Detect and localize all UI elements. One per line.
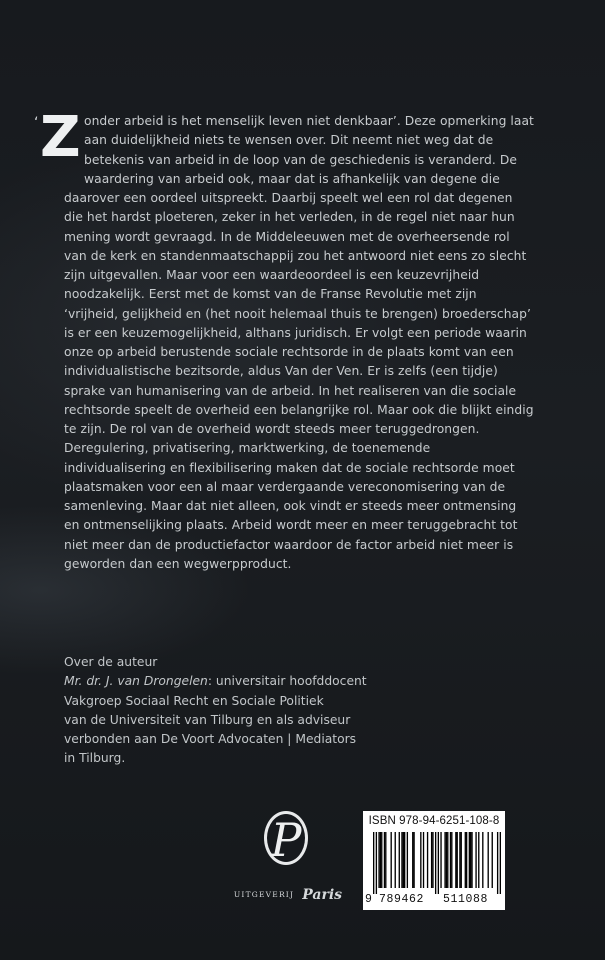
barcode-bar bbox=[465, 832, 466, 888]
barcode-bar bbox=[447, 832, 448, 888]
about-author bbox=[64, 653, 394, 769]
barcode-bar bbox=[446, 832, 447, 888]
barcode-bar bbox=[385, 832, 386, 888]
author-bio-line: Vakgroep Sociaal Recht en Sociale Politiek bbox=[64, 693, 324, 708]
barcode-bar bbox=[420, 832, 421, 888]
barcode-bar bbox=[497, 832, 498, 894]
barcode-bar bbox=[450, 832, 451, 888]
barcode-bars bbox=[373, 832, 501, 894]
barcode-digits-left: 789462 bbox=[379, 893, 425, 906]
blurb-text bbox=[34, 105, 534, 574]
barcode-bar bbox=[380, 832, 381, 888]
barcode-bar bbox=[478, 832, 479, 888]
barcode-bar bbox=[466, 832, 467, 888]
barcode-bar bbox=[435, 832, 436, 894]
barcode-bar bbox=[470, 832, 471, 888]
barcode-bar bbox=[384, 832, 385, 888]
author-bio-line: van de Universiteit van Tilburg en als adviseur bbox=[64, 712, 351, 727]
barcode-bar bbox=[469, 832, 470, 888]
barcode-bar bbox=[471, 832, 472, 888]
barcode-bar bbox=[482, 832, 483, 888]
barcode-bar bbox=[457, 832, 458, 888]
barcode-bar bbox=[500, 832, 501, 894]
barcode-digit-first: 9 bbox=[365, 893, 372, 906]
barcode-bar bbox=[403, 832, 404, 888]
barcode-bar bbox=[378, 832, 379, 888]
barcode-bar bbox=[431, 832, 432, 888]
isbn-label: ISBN 978-94-6251-108-8 bbox=[368, 815, 500, 827]
barcode-bar bbox=[451, 832, 452, 888]
barcode-bar bbox=[412, 832, 413, 888]
author-heading: Over de auteur bbox=[64, 655, 158, 669]
barcode-bar bbox=[391, 832, 392, 888]
barcode-bar bbox=[427, 832, 428, 888]
author-name: Mr. dr. J. van Drongelen bbox=[64, 674, 208, 689]
publisher-name-big: Paris bbox=[302, 886, 343, 903]
barcode-bar bbox=[459, 832, 460, 888]
barcode-bar bbox=[399, 832, 400, 888]
barcode-bar bbox=[461, 832, 462, 888]
barcode-bar bbox=[432, 832, 433, 888]
barcode-bar bbox=[488, 832, 489, 888]
author-bio-line: : universitair hoofddocent bbox=[207, 674, 367, 689]
drop-cap: Z bbox=[40, 105, 81, 170]
barcode-bar bbox=[423, 832, 424, 888]
barcode-bar bbox=[440, 832, 441, 888]
publisher-letter: P bbox=[270, 813, 302, 867]
barcode-bar bbox=[395, 832, 396, 888]
blurb-body: onder arbeid is het menselijk leven niet denkbaar’. Deze opmerking laat aan duidelijkheid niets te wensen over. Dit neemt niet weg dat de betekenis van arbeid in de loop van de geschiedenis is veranderd. De waardering van arbeid ook, maar dat is afhankelijk van degene die daarover een oordeel uitspreekt. Daarbij speelt wel een rol dat degenen die het hardst ploeteren, zeker in het verleden, in de regel niet naar hun mening wordt gevraagd. In de Middeleeuwen met de overheersende rol van de kerk en standenmaatschappij zou het antwoord niet eens zo slecht zijn uitgevallen. Maar voor een waardeoordeel is een keuzevrijheid noodzakelijk. Eerst met de komst van de Franse Revolutie met zijn ‘vrijheid, gelijkheid en (het nooit helemaal thuis te brengen) broederschap’ is er een keuzemogelijkheid, althans juridisch. Er volgt een periode waarin onze op arbeid berustende sociale rechtsorde in de plaats komt van een individualistische bezitsorde, aldus Van der Ven. Er is zelfs (een tijdje) sprake van humanisering van de arbeid. In het realiseren van die sociale rechtsorde speelt de overheid een belangrijke rol. Maar ook die blijkt eindig te zijn. De rol van de overheid wordt steeds meer teruggedrongen. Deregulering, privatisering, marktwerking, de toenemende individualisering en flexibilisering maken dat de sociale rechtsorde moet plaatsmaken voor een al maar verdergaande vereconomisering van de samenleving. Maar dat niet alleen, ook vindt er steeds meer ontmensing en ontmenselijking plaats. Arbeid wordt meer en meer teruggebracht tot niet meer dan de productiefactor waardoor de factor arbeid niet meer is geworden dan een wegwerpproduct. bbox=[64, 114, 534, 571]
barcode-bar bbox=[401, 832, 402, 888]
barcode-bar bbox=[492, 832, 493, 888]
author-bio-line: verbonden aan De Voort Advocaten | Mediators bbox=[64, 732, 357, 747]
publisher-name-small: UITGEVERIJ bbox=[233, 890, 295, 899]
barcode-bar bbox=[444, 832, 445, 888]
barcode-digits-right: 511088 bbox=[443, 893, 489, 906]
isbn-barcode bbox=[363, 811, 505, 910]
publisher-name bbox=[226, 884, 350, 903]
barcode-bar bbox=[455, 832, 456, 888]
drop-cap-block bbox=[34, 105, 81, 170]
opening-quote: ‘ bbox=[34, 115, 39, 131]
barcode-bar bbox=[407, 832, 408, 888]
barcode-bar bbox=[413, 832, 414, 888]
barcode-bar bbox=[438, 832, 439, 894]
barcode-bar bbox=[373, 832, 374, 894]
barcode-bar bbox=[404, 832, 405, 888]
barcode-bar bbox=[381, 832, 382, 888]
barcode-bar bbox=[376, 832, 377, 894]
barcode-bar bbox=[475, 832, 476, 888]
publisher-logo bbox=[226, 808, 350, 908]
author-bio-line: in Tilburg. bbox=[64, 751, 126, 766]
publisher-emblem-icon bbox=[256, 808, 316, 876]
